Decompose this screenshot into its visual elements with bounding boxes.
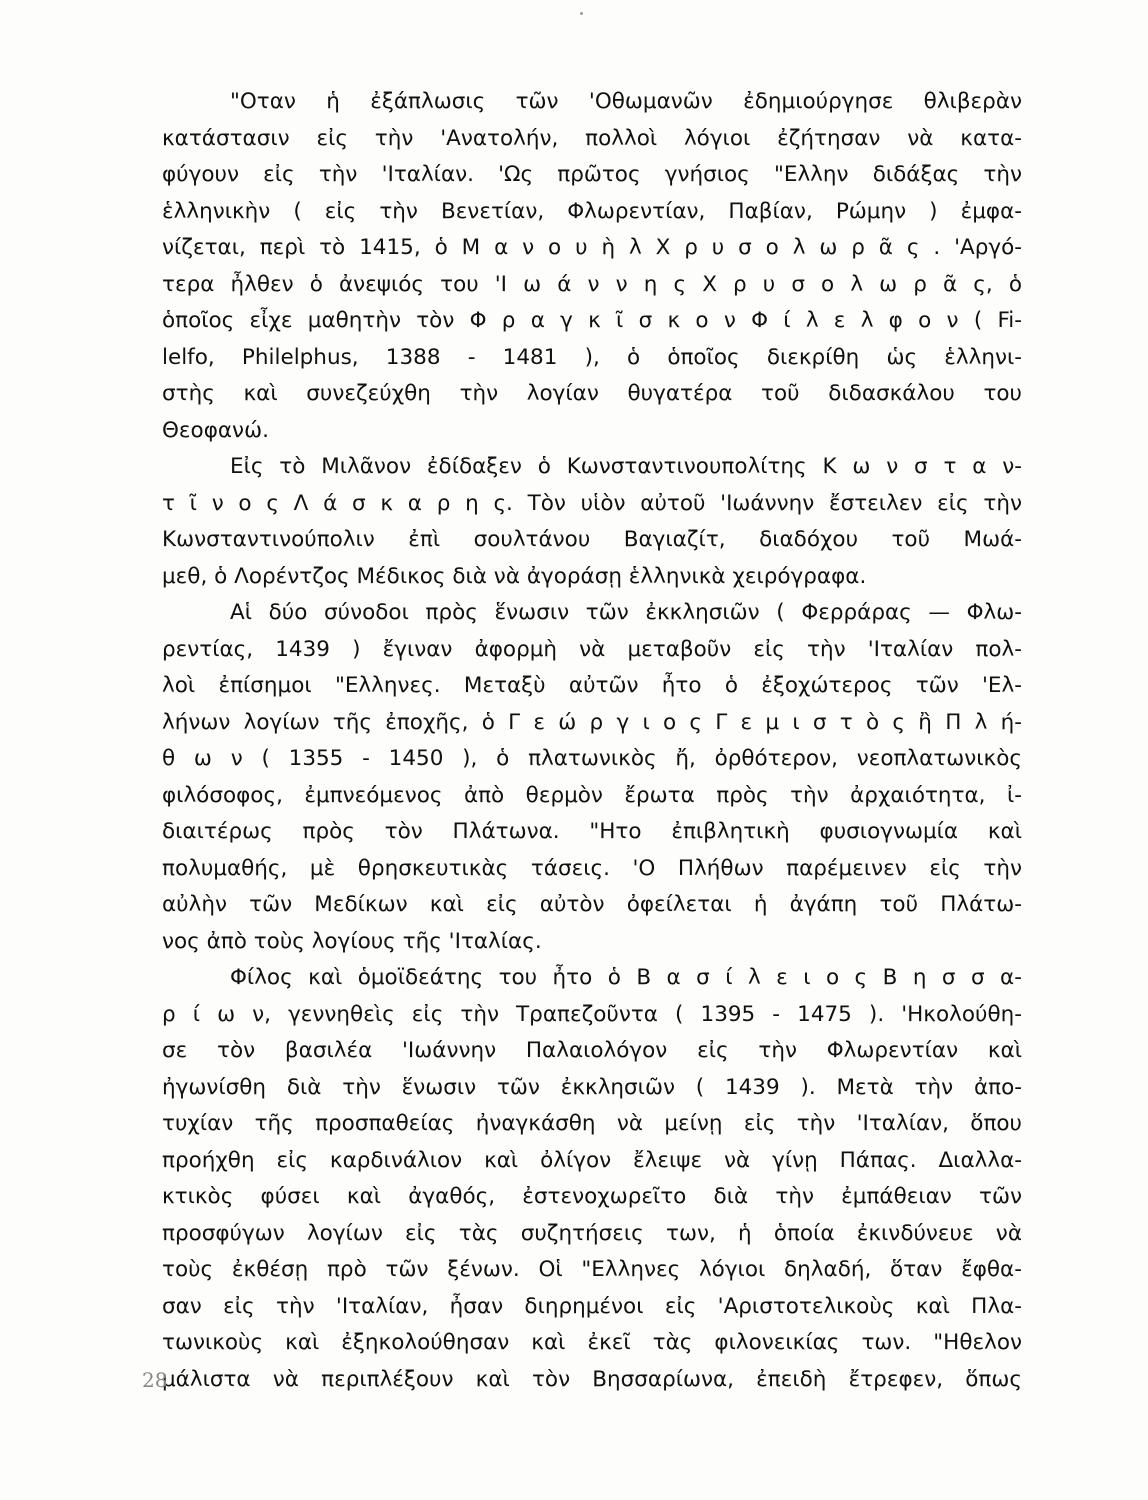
text-line: φύγουν εἰς τὴν 'Ιταλίαν. 'Ως πρῶτος γνήσιος "Ελλην διδάξας τὴν — [162, 162, 1022, 187]
text-line: Φίλος καὶ ὁμοϊδεάτης του ἦτο ὁ Β α σ ί λ ε ι ο ς Β η σ σ α- — [230, 965, 1022, 990]
text-line: ὁποῖος εἶχε μαθητὴν τὸν Φ ρ α γ κ ῖ σ κ ο ν Φ ί λ ε λ φ ο ν ( Fi- — [162, 308, 1022, 333]
text-line: "Οταν ἡ ἐξάπλωσις τῶν 'Οθωμανῶν ἐδημιούργησε θλιβερὰν — [230, 89, 1022, 114]
text-line: τοὺς ἐκθέσῃ πρὸ τῶν ξένων. Οἱ "Ελληνες λόγιοι δηλαδή, ὅταν ἔφθα- — [162, 1257, 1022, 1282]
text-line: διαιτέρως πρὸς τὸν Πλάτωνα. "Ητο ἐπιβλητικὴ φυσιογνωμία καὶ — [162, 819, 1022, 844]
text-line: Θεοφανώ. — [162, 417, 269, 443]
text-line: ἠγωνίσθη διὰ τὴν ἕνωσιν τῶν ἐκκλησιῶν ( 1439 ). Μετὰ τὴν ἀπο- — [162, 1074, 1022, 1100]
text-line: σαν εἰς τὴν 'Ιταλίαν, ἦσαν διηρημένοι εἰς 'Αριστοτελικοὺς καὶ Πλα- — [162, 1293, 1022, 1319]
text-line: λοὶ ἐπίσημοι "Ελληνες. Μεταξὺ αὐτῶν ἦτο ὁ ἐξοχώτερος τῶν 'Ελ- — [162, 673, 1022, 698]
text-line: Κωνσταντινούπολιν ἐπὶ σουλτάνου Βαγιαζίτ, διαδόχου τοῦ Μωά- — [162, 527, 1022, 552]
text-line: κατάστασιν εἰς τὴν 'Ανατολήν, πολλοὶ λόγιοι ἐζήτησαν νὰ κατα- — [162, 125, 1022, 151]
text-line: νος ἀπὸ τοὺς λογίους τῆς 'Ιταλίας. — [162, 928, 542, 954]
body-text — [162, 84, 1022, 1398]
text-line: τυχίαν τῆς προσπαθείας ἠναγκάσθη νὰ μείνῃ εἰς τὴν 'Ιταλίαν, ὅπου — [162, 1111, 1022, 1136]
text-line: τωνικοὺς καὶ ἐξηκολούθησαν καὶ ἐκεῖ τὰς φιλονεικίας των. "Ηθελον — [162, 1330, 1022, 1355]
text-line: μάλιστα νὰ περιπλέξουν καὶ τὸν Βησσαρίωνα, ἐπειδὴ ἔτρεφεν, ὅπως — [162, 1366, 1022, 1392]
text-line: πολυμαθής, μὲ θρησκευτικὰς τάσεις. 'Ο Πλήθων παρέμεινεν εἰς τὴν — [162, 855, 1022, 881]
text-line: νίζεται, περὶ τὸ 1415, ὁ Μ α ν ο υ ὴ λ Χ ρ υ σ ο λ ω ρ ᾶ ς . 'Αργό- — [162, 235, 1022, 260]
text-line: κτικὸς φύσει καὶ ἀγαθός, ἐστενοχωρεῖτο διὰ τὴν ἐμπάθειαν τῶν — [162, 1184, 1022, 1209]
text-line: ρ ί ω ν, γεννηθεὶς εἰς τὴν Τραπεζοῦντα ( 1395 - 1475 ). 'Ηκολούθη- — [162, 1001, 1022, 1027]
text-line: λήνων λογίων τῆς ἐποχῆς, ὁ Γ ε ώ ρ γ ι ο ς Γ ε μ ι σ τ ὸ ς ἢ Π λ ή- — [162, 709, 1022, 735]
text-line: προσφύγων λογίων εἰς τὰς συζητήσεις των, ἡ ὁποία ἐκινδύνευε νὰ — [162, 1220, 1022, 1246]
text-line: ρεντίας, 1439 ) ἔγιναν ἀφορμὴ νὰ μεταβοῦν εἰς τὴν 'Ιταλίαν πολ- — [162, 636, 1022, 662]
text-line: θ ω ν ( 1355 - 1450 ), ὁ πλατωνικὸς ἤ, ὀρθότερον, νεοπλατωνικὸς — [162, 746, 1022, 771]
text-line: προήχθη εἰς καρδινάλιον καὶ ὀλίγον ἔλειψε νὰ γίνῃ Πάπας. Διαλλα- — [162, 1147, 1022, 1173]
text-line: σε τὸν βασιλέα 'Ιωάννην Παλαιολόγον εἰς τὴν Φλωρεντίαν καὶ — [162, 1038, 1022, 1063]
text-line: στὴς καὶ συνεζεύχθη τὴν λογίαν θυγατέρα τοῦ διδασκάλου του — [162, 381, 1022, 406]
text-line: τ ῖ ν ο ς Λ ά σ κ α ρ η ς. Τὸν υἱὸν αὐτοῦ 'Ιωάννην ἔστειλεν εἰς τὴν — [162, 490, 1022, 516]
text-line: τερα ἦλθεν ὁ ἀνεψιός του 'Ι ω ά ν ν η ς Χ ρ υ σ ο λ ω ρ ᾶ ς, ὁ — [162, 271, 1022, 297]
text-line: Αἱ δύο σύνοδοι πρὸς ἕνωσιν τῶν ἐκκλησιῶν ( Φερράρας — Φλω- — [230, 600, 1022, 625]
page-number: 28 — [142, 1368, 168, 1392]
text-line: lelfo, Philelphus, 1388 - 1481 ), ὁ ὁποῖος διεκρίθη ὡς ἑλληνι- — [162, 344, 1022, 370]
text-line: φιλόσοφος, ἐμπνεόμενος ἀπὸ θερμὸν ἔρωτα πρὸς τὴν ἀρχαιότητα, ἰ- — [162, 782, 1022, 808]
text-line: μεθ, ὁ Λορέντζος Μέδικος διὰ νὰ ἀγοράσῃ ἑλληνικὰ χειρόγραφα. — [162, 563, 867, 589]
scan-speck — [580, 12, 583, 15]
text-line: αὐλὴν τῶν Μεδίκων καὶ εἰς αὐτὸν ὀφείλεται ἡ ἀγάπη τοῦ Πλάτω- — [162, 892, 1022, 917]
text-line: Εἰς τὸ Μιλᾶνον ἐδίδαξεν ὁ Κωνσταντινουπολίτης Κ ω ν σ τ α ν- — [230, 454, 1022, 479]
text-line: ἑλληνικὴν ( εἰς τὴν Βενετίαν, Φλωρεντίαν, Παβίαν, Ρώμην ) ἐμφα- — [162, 198, 1022, 224]
